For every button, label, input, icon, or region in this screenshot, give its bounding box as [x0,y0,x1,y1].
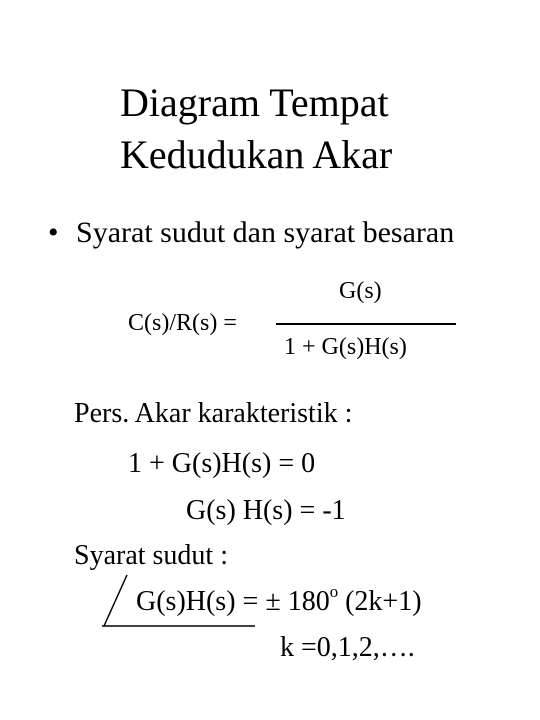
fraction-denominator: 1 + G(s)H(s) [284,334,407,360]
characteristic-equation-2: G(s) H(s) = -1 [186,495,346,526]
degree-superscript: o [329,582,339,602]
characteristic-equation-1: 1 + G(s)H(s) = 0 [128,448,316,479]
fraction-lhs: C(s)/R(s) = [128,310,237,336]
bullet-text: Syarat sudut dan syarat besaran [76,216,455,249]
angle-expression-main: G(s)H(s) = ± 180 [136,586,330,617]
angle-condition-expression [136,582,422,618]
title-line-2: Kedudukan Akar [120,132,393,177]
characteristic-heading: Pers. Akar karakteristik : [74,398,353,429]
title-line-1: Diagram Tempat [120,80,389,125]
fraction-numerator: G(s) [339,278,382,304]
k-values: k =0,1,2,…. [280,632,415,663]
fraction-bar [276,323,456,325]
bullet-item [48,216,454,250]
bullet-marker: • [48,216,59,249]
angle-condition-heading: Syarat sudut : [74,540,228,571]
angle-expression-tail: (2k+1) [338,586,422,617]
